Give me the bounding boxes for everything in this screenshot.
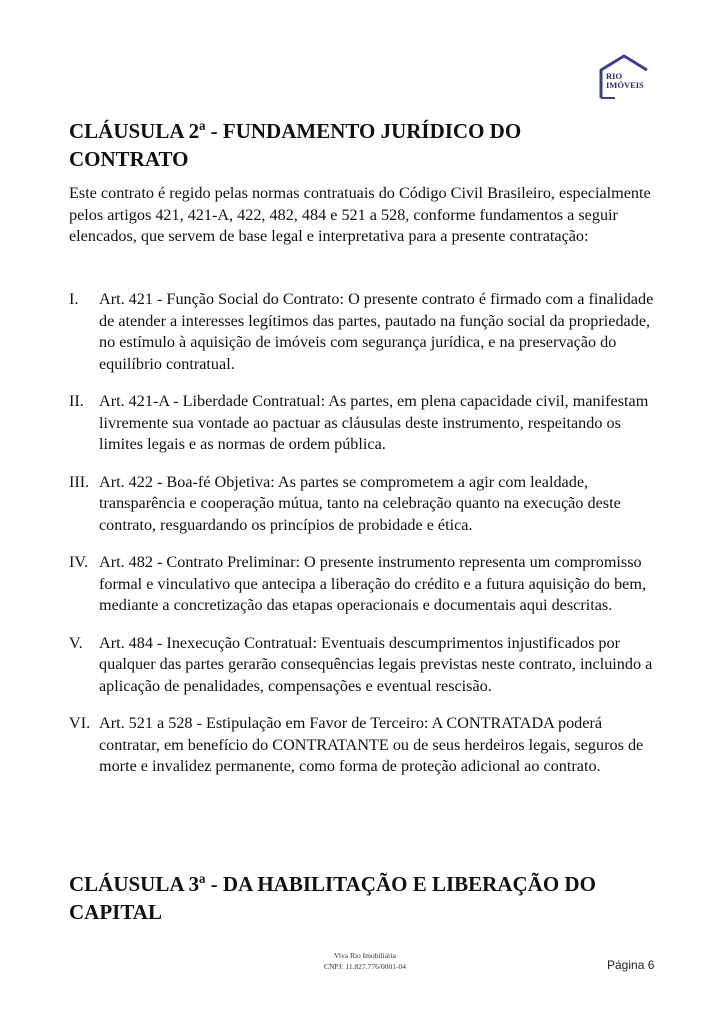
footer-cnpj: CNPJ: 11.827.776/0001-04 bbox=[323, 962, 407, 971]
article-text: Art. 521 a 528 - Estipulação em Favor de Terceiro: A CONTRATADA poderá contratar, em benefício do CONTRATANTE ou de seus herdeiros legais, seguros de morte e invalidez permanente, como forma de proteção adicional ao contrato. bbox=[99, 714, 644, 775]
article-item-iv bbox=[69, 552, 664, 617]
article-text: Art. 484 - Inexecução Contratual: Eventuais descumprimentos injustificados por qualquer das partes gerarão consequências legais previstas neste contrato, incluindo a aplicação de penalidades, compensações e eventual rescisão. bbox=[99, 633, 653, 695]
article-item-i bbox=[69, 289, 664, 375]
logo-line-1: RIO bbox=[606, 71, 623, 81]
clause-3-title-line-1: CLÁUSULA 3ª - DA HABILITAÇÃO E LIBERAÇÃO DO bbox=[69, 872, 596, 896]
article-numeral: I. bbox=[69, 290, 79, 308]
footer-company: Viva Rio Imobiliária bbox=[333, 951, 397, 960]
clause-2-intro: Este contrato é regido pelas normas contratuais do Código Civil Brasileiro, especialmente pelos artigos 421, 421-A, 422, 482, 484 e 521 a 528, conforme fundamentos a seguir elencados, que servem de base legal e interpretativa para a presente contratação: bbox=[69, 184, 651, 245]
article-numeral: II. bbox=[69, 392, 84, 410]
article-text: Art. 482 - Contrato Preliminar: O presente instrumento representa um compromisso formal e vinculativo que antecipa a liberação do crédito e a futura aquisição do bem, mediante a concretização das etapas operacionais e documentais aqui descritas. bbox=[99, 553, 646, 614]
article-text: Art. 422 - Boa-fé Objetiva: As partes se comprometem a agir com lealdade, transparência e cooperação mútua, tanto na celebração quanto na execução deste contrato, resguardando os princípios de probidade e ética. bbox=[99, 472, 621, 534]
page-footer bbox=[300, 950, 430, 972]
article-item-vi bbox=[69, 713, 664, 778]
article-text: Art. 421-A - Liberdade Contratual: As partes, em plena capacidade civil, manifestam livremente sua vontade ao pactuar as cláusulas deste instrumento, respeitando os limites legais e as normas de ordem pública. bbox=[99, 392, 649, 453]
article-item-ii bbox=[69, 391, 664, 456]
clause-3-title-line-2: CAPITAL bbox=[69, 900, 162, 924]
article-item-iii bbox=[69, 472, 664, 537]
clause-3-heading bbox=[69, 870, 659, 926]
logo-wordmark bbox=[606, 72, 644, 90]
clause-2-title-line-2: CONTRATO bbox=[69, 147, 189, 171]
article-numeral: III. bbox=[69, 472, 90, 491]
page-number: Página 6 bbox=[607, 958, 655, 972]
logo-line-2: IMÓVEIS bbox=[606, 80, 644, 90]
article-text: Art. 421 - Função Social do Contrato: O presente contrato é firmado com a finalidade de atender a interesses legítimos das partes, pautado na função social da propriedade, no estímulo à aquisição de imóveis com segurança jurídica, e na preservação do equilíbrio contratual. bbox=[99, 290, 654, 373]
clause-2-heading bbox=[69, 117, 659, 173]
article-numeral: IV. bbox=[69, 553, 89, 571]
clause-2-article-list bbox=[69, 289, 664, 794]
company-logo bbox=[597, 54, 651, 100]
article-numeral: VI. bbox=[69, 714, 91, 732]
article-item-v bbox=[69, 633, 664, 698]
article-numeral: V. bbox=[69, 633, 83, 652]
clause-2-title-line-1: CLÁUSULA 2ª - FUNDAMENTO JURÍDICO DO bbox=[69, 119, 522, 143]
